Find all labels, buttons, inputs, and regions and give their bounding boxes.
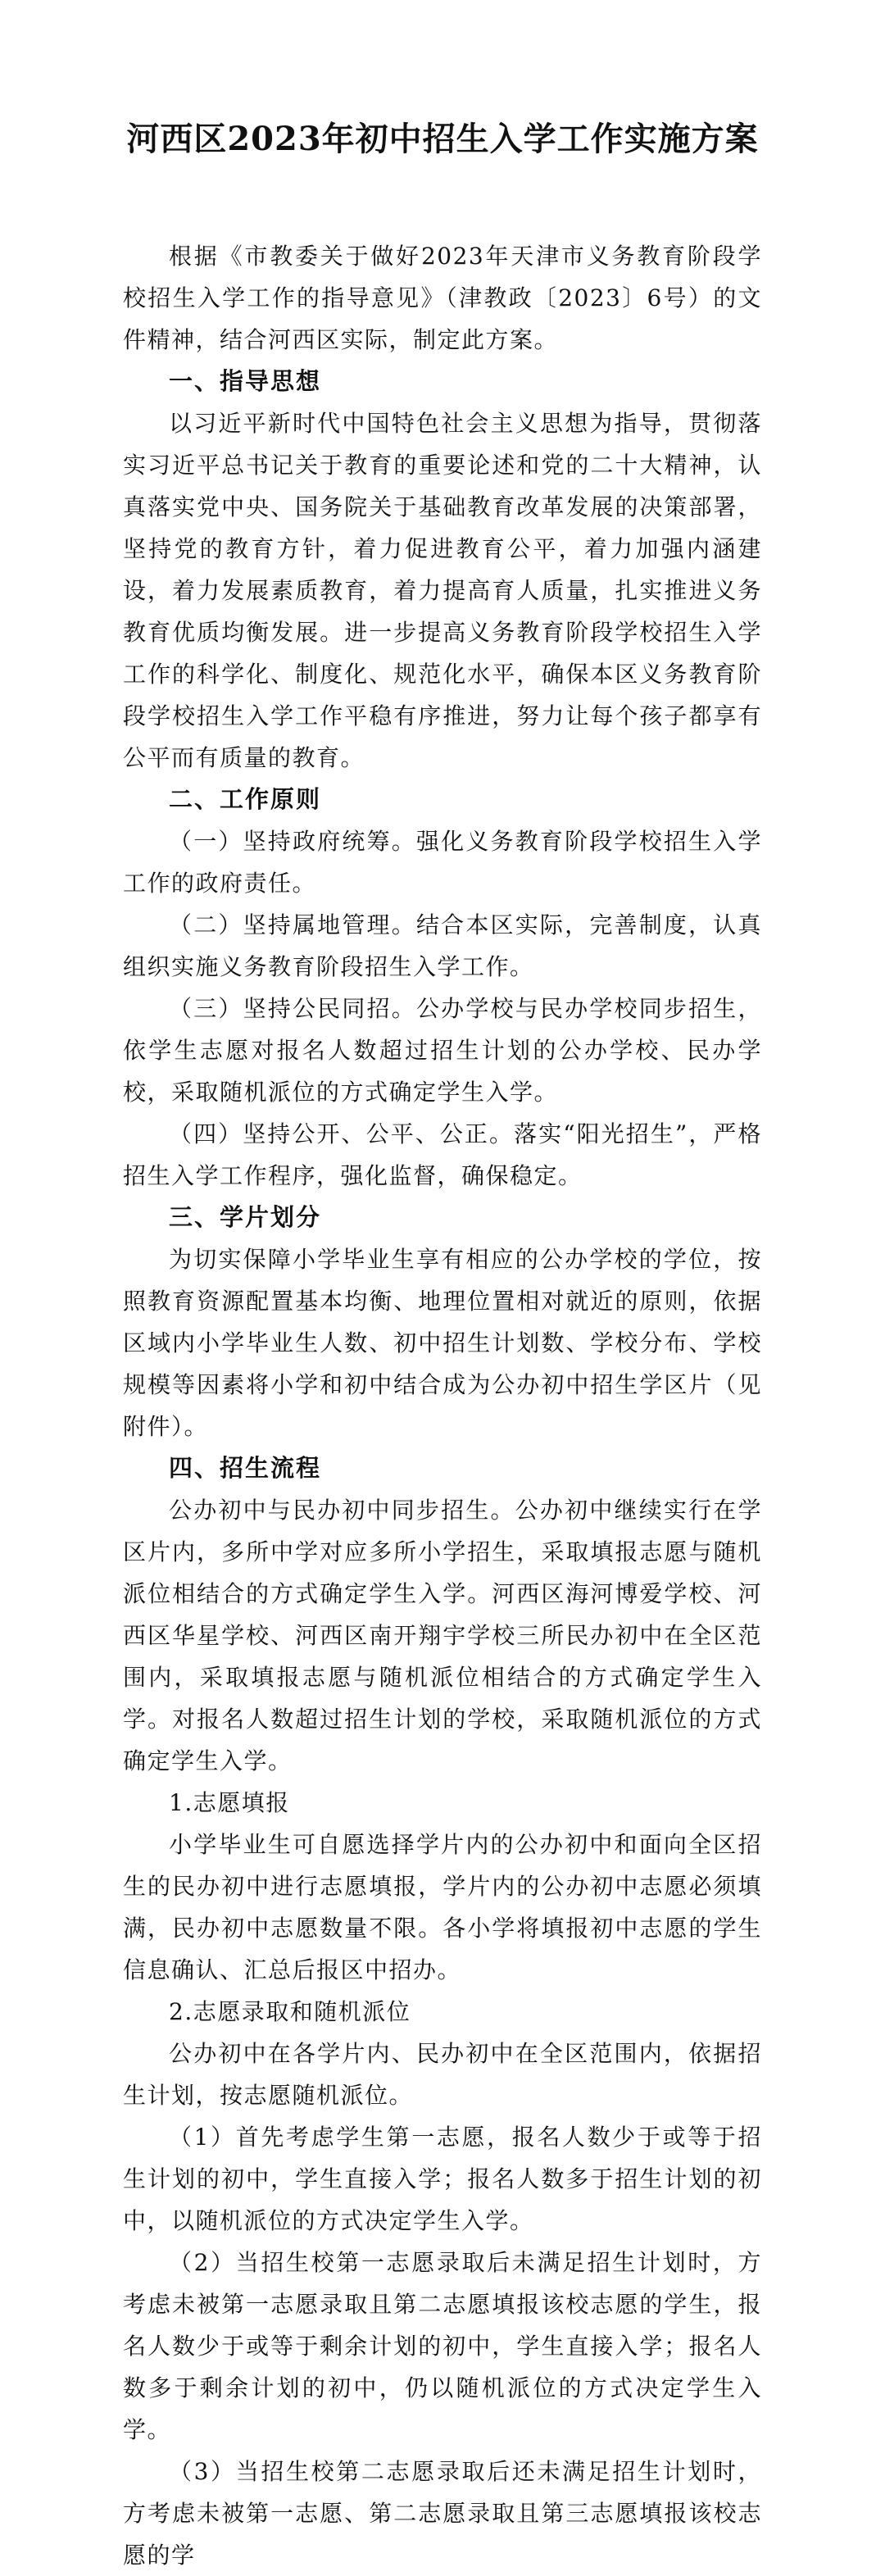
paragraph: 公办初中与民办初中同步招生。公办初中继续实行在学区片内，多所中学对应多所小学招生，采取填报志愿与随机派位相结合的方式确定学生入学。河西区海河博爱学校、河西区华星学校、河西区南开翔宇学校三所民办初中在全区范围内，采取填报志愿与随机派位相结合的方式确定学生入学。对报名人数超过招生计划的学校，采取随机派位的方式确定学生入学。: [123, 1497, 762, 1774]
list-item: （1）首先考虑学生第一志愿，报名人数少于或等于招生计划的初中，学生直接入学；报名人数多于招生计划的初中，以随机派位的方式决定学生入学。: [123, 2124, 762, 2234]
document-body: [123, 235, 762, 2576]
section-heading-guiding-ideology: 一、指导思想: [169, 367, 322, 395]
subheading-admission-lottery: 2.志愿录取和随机派位: [169, 1998, 411, 2025]
list-item: （2）当招生校第一志愿录取后未满足招生计划时，方考虑未被第一志愿录取且第二志愿填报该校志愿的学生，报名人数少于或等于剩余计划的初中，学生直接入学；报名人数多于剩余计划的初中，仍以随机派位的方式决定学生入学。: [123, 2249, 762, 2443]
paragraph: 公办初中在各学片内、民办初中在全区范围内，依据招生计划，按志愿随机派位。: [123, 2040, 762, 2109]
paragraph: 小学毕业生可自愿选择学片内的公办初中和面向全区招生的民办初中进行志愿填报，学片内的公办初中志愿必须填满，民办初中志愿数量不限。各小学将填报初中志愿的学生信息确认、汇总后报区中招办。: [123, 1831, 762, 1983]
paragraph: （四）坚持公开、公平、公正。落实“阳光招生”，严格招生入学工作程序，强化监督，确保稳定。: [123, 1120, 762, 1189]
paragraph: （三）坚持公民同招。公办学校与民办学校同步招生，依学生志愿对报名人数超过招生计划的公办学校、民办学校，采取随机派位的方式确定学生入学。: [123, 995, 762, 1106]
section-heading-district-division: 三、学片划分: [169, 1203, 322, 1231]
document-title: 河西区2023年初中招生入学工作实施方案: [126, 120, 759, 158]
intro-paragraph: 根据《市教委关于做好2023年天津市义务教育阶段学校招生入学工作的指导意见》（津教政〔2023〕6号）的文件精神，结合河西区实际，制定此方案。: [123, 243, 762, 353]
paragraph: （一）坚持政府统筹。强化义务教育阶段学校招生入学工作的政府责任。: [123, 828, 762, 897]
paragraph: 以习近平新时代中国特色社会主义思想为指导，贯彻落实习近平总书记关于教育的重要论述和党的二十大精神，认真落实党中央、国务院关于基础教育改革发展的决策部署，坚持党的教育方针，着力促进教育公平，着力加强内涵建设，着力发展素质教育，着力提高育人质量，扎实推进义务教育优质均衡发展。进一步提高义务教育阶段学校招生入学工作的科学化、制度化、规范化水平，确保本区义务教育阶段学校招生入学工作平稳有序推进，努力让每个孩子都享有公平而有质量的教育。: [123, 410, 762, 771]
section-heading-enrollment-process: 四、招生流程: [169, 1454, 322, 1482]
paragraph: （二）坚持属地管理。结合本区实际，完善制度，认真组织实施义务教育阶段招生入学工作。: [123, 911, 762, 980]
list-item: （3）当招生校第二志愿录取后还未满足招生计划时，方考虑未被第一志愿、第二志愿录取且第三志愿填报该校志愿的学: [123, 2458, 762, 2569]
subheading-application: 1.志愿填报: [169, 1789, 290, 1816]
section-heading-work-principles: 二、工作原则: [169, 785, 322, 813]
paragraph: 为切实保障小学毕业生享有相应的公办学校的学位，按照教育资源配置基本均衡、地理位置相对就近的原则，依据区域内小学毕业生人数、初中招生计划数、学校分布、学校规模等因素将小学和初中结合成为公办初中招生学区片（见附件）。: [123, 1246, 762, 1440]
